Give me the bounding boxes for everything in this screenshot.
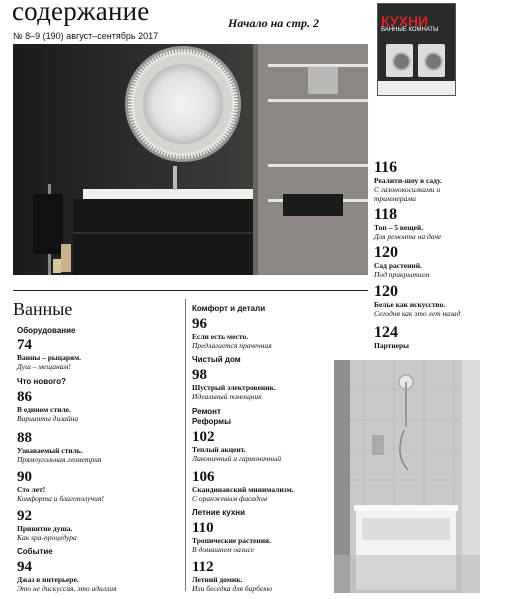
section-heading: Событие [17,547,53,556]
list-item[interactable] [17,469,104,503]
page-number: 124 [374,324,398,341]
item-subtitle: Идеальный помощник [192,392,262,401]
list-item[interactable] [374,207,514,241]
list-item[interactable] [192,559,272,593]
washing-machine-image [418,44,445,77]
item-title: Тропические растения. [192,536,271,545]
page-number: 98 [192,367,207,383]
page-number: 106 [192,469,215,485]
section-heading: Летние кухни [192,508,246,517]
item-title: Сто лет! [17,485,46,494]
list-item[interactable] [192,429,281,463]
page-number: 102 [192,429,215,445]
item-subtitle: Сегодня как это лет назад [374,309,461,318]
item-title: Топ – 5 вещей. [374,223,424,232]
item-subtitle: Комфорта и благополучия! [17,494,104,503]
item-title: Партнеры [374,341,410,350]
section-heading: Чистый дом [192,355,241,364]
divider [13,290,368,291]
item-title: Джаз в интерьере. [17,575,79,584]
page-number: 88 [17,430,32,446]
item-subtitle: С оранжевым фасадом [192,494,268,503]
list-item[interactable] [374,325,514,350]
section-heading: Оборудование [17,326,76,335]
list-item[interactable] [192,520,271,554]
cover-stripe [378,81,455,95]
page-number: 90 [17,469,32,485]
list-item[interactable] [17,389,78,423]
item-subtitle: Для ремонта на даче [374,232,442,241]
page-title: содержание [12,0,150,26]
page-number: 96 [192,316,207,332]
list-item[interactable] [192,316,272,350]
item-title: В едином стиле. [17,405,71,414]
item-title: Реалити-шоу в саду. [374,176,442,185]
shower-bathtub-photo [334,360,480,593]
page-number: 86 [17,389,32,405]
item-subtitle: В домашнем оазисе [192,545,255,554]
page-number: 120 [374,283,398,300]
item-subtitle: Душ – мещанам! [17,362,71,371]
section-title: Ванные [13,299,73,319]
section-heading: Реформы [192,417,231,426]
page-number: 116 [374,159,398,176]
hero-bathroom-photo [13,44,368,275]
page-number: 94 [17,559,32,575]
continued-note: Начало на стр. 2 [228,16,319,30]
item-subtitle: Лаконичный и гармоничный [192,454,282,463]
list-item[interactable] [17,508,77,542]
item-title: Шустрый электровеник. [192,383,276,392]
cover-tagline: ВАННЫЕ КОМНАТЫ [381,27,439,33]
issue-number: № 8–9 (190) август–сентябрь 2017 [13,31,159,41]
section-heading: Ремонт [192,407,221,416]
item-subtitle: Как spa-процедура [17,533,77,542]
section-heading: Что нового? [17,377,66,386]
list-item[interactable] [192,469,294,503]
item-title: Сад растений. [374,261,422,270]
item-subtitle: Прямоугольная геометрия [17,455,102,464]
list-item[interactable] [17,430,101,464]
magazine-cover [377,3,456,96]
shower-illustration [334,360,480,593]
page-number: 112 [192,559,214,575]
item-subtitle: С газонокосилками и триммерами [374,185,441,203]
item-subtitle: Варианты дизайна [17,414,79,423]
list-item[interactable] [17,337,81,371]
list-item[interactable] [17,559,117,593]
item-title: Теплый акцент. [192,445,246,454]
page-number: 110 [192,520,214,536]
item-title: Скандинавский минимализм. [192,485,294,494]
item-title: Летний домик. [192,575,243,584]
list-item[interactable] [192,367,276,401]
column-divider [185,299,186,591]
item-title: Принятие душа. [17,524,73,533]
item-subtitle: Предлагается прачечная [192,341,272,350]
cover-logo: КУХНИ [381,13,429,29]
item-title: Если есть место. [192,332,249,341]
item-subtitle: Это не дискуссия, это идиллия [17,584,117,593]
list-item[interactable] [374,284,514,318]
item-title: Белье как искусство. [374,300,446,309]
section-heading: Комфорт и детали [192,304,266,313]
list-item[interactable] [374,245,514,279]
bathroom-illustration [13,44,368,275]
item-subtitle: Под прикрытием [374,270,430,279]
page-number: 92 [17,508,32,524]
list-item[interactable] [374,160,514,203]
washing-machine-image [386,44,413,77]
item-title: Ванны – рыцарям. [17,353,82,362]
page-number: 118 [374,206,398,223]
item-title: Узнаваемый стиль. [17,446,83,455]
item-subtitle: Или беседка для барбекю [192,584,273,593]
page-number: 120 [374,244,398,261]
page-number: 74 [17,337,32,353]
